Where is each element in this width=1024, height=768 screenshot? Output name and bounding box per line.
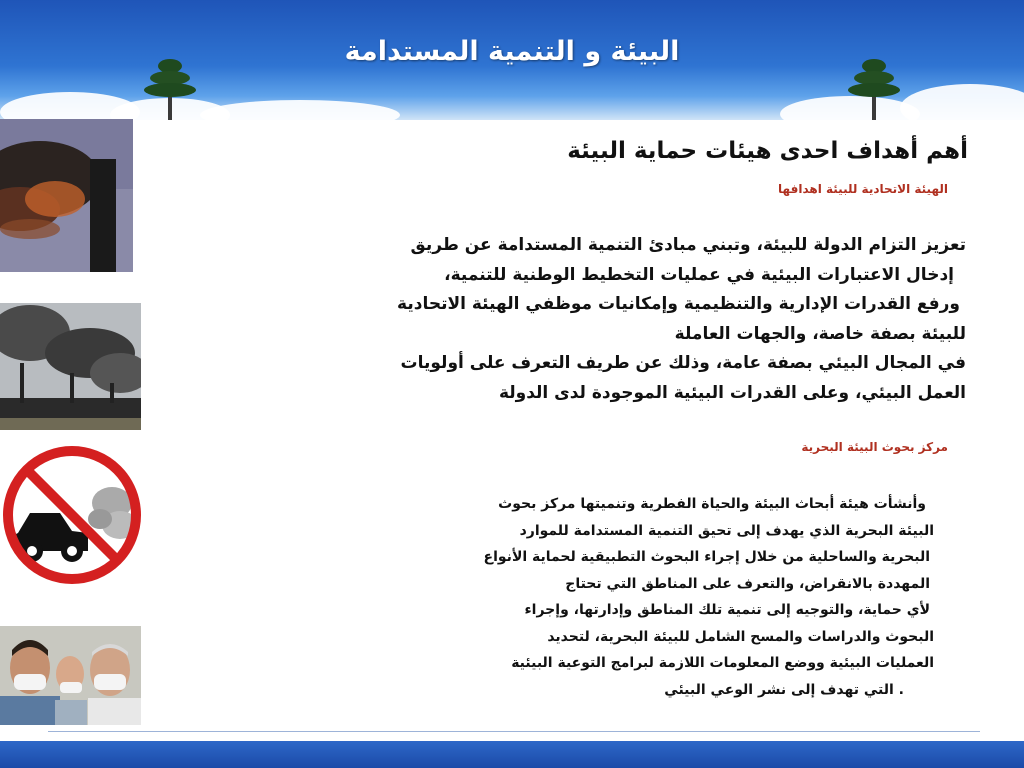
paragraph-line: وأنشأت هيئة أبحاث البيئة والحياة الفطرية وتنميتها مركز بحوث xyxy=(498,496,926,512)
industrial-smoke-photo xyxy=(0,303,141,430)
paragraph-line: البحوث والدراسات والمسح الشامل للبيئة البحرية، لتحديد xyxy=(547,628,934,645)
no-car-exhaust-sign xyxy=(0,443,145,588)
people-with-masks-photo xyxy=(0,626,141,725)
paragraph-marine-center xyxy=(404,491,934,703)
paragraph-line: البحرية والساحلية من خلال إجراء البحوث التطبيقية لحماية الأنواع xyxy=(483,549,930,565)
paragraph-line: العمل البيئي، وعلى القدرات البيئية الموجودة لدى الدولة xyxy=(498,382,966,403)
paragraph-line: العمليات البيئية ووضع المعلومات اللازمة لبرامج التوعية البيئية xyxy=(511,655,934,671)
paragraph-line: تعزيز التزام الدولة للبيئة، وتبني مبادئ التنمية المستدامة عن طريق xyxy=(410,235,966,255)
paragraph-federal-authority xyxy=(366,231,966,408)
paragraph-line: ورفع القدرات الإدارية والتنظيمية وإمكانيات موظفي الهيئة الاتحادية xyxy=(397,294,960,314)
paragraph-line: . التي تهدف إلى نشر الوعي البيئي xyxy=(664,681,904,698)
section-heading: أهم أهداف احدى هيئات حماية البيئة xyxy=(567,138,968,164)
org-label-marine-center: مركز بحوث البيئة البحرية xyxy=(801,440,948,454)
smokestack-photo xyxy=(0,119,133,272)
header-banner xyxy=(0,0,1024,120)
paragraph-line: البيئة البحرية الذي يهدف إلى تحيق التنمية المستدامة للموارد xyxy=(519,522,934,539)
paragraph-line: المهددة بالانقراض، والتعرف على المناطق التي تحتاج xyxy=(565,575,930,592)
page-title: البيئة و التنمية المستدامة xyxy=(344,36,680,67)
footer-bar xyxy=(0,741,1024,768)
cloud xyxy=(200,100,400,120)
paragraph-line: لأي حماية، والتوجيه إلى تنمية تلك المناطق وإدارتها، وإجراء xyxy=(524,602,930,618)
cloud xyxy=(900,84,1024,120)
org-label-federal-authority: الهيئة الاتحادية للبيئة اهدافها xyxy=(778,182,948,196)
paragraph-line: في المجال البيئي بصفة عامة، وذلك عن طريف التعرف على أولويات xyxy=(400,353,966,373)
paragraph-line: للبيئة بصفة خاصة، والجهات العاملة xyxy=(674,323,966,344)
footer-divider xyxy=(48,731,980,732)
paragraph-line: إدخال الاعتبارات البيئية في عمليات التخطيط الوطنية للتنمية، xyxy=(444,264,954,285)
